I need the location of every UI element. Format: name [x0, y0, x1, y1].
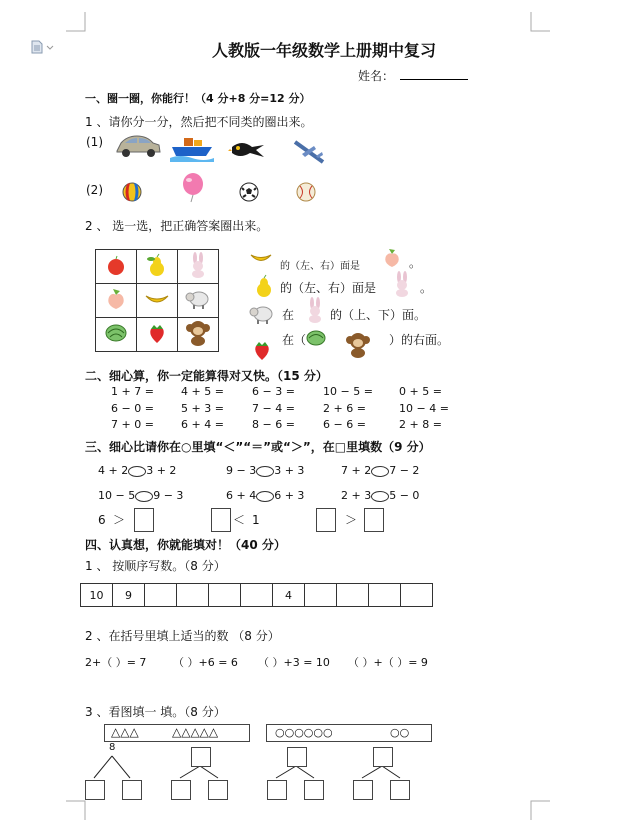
section4-q3: 3 、看图填一 填。（8 分）: [85, 705, 226, 719]
tree-leaf-box[interactable]: [390, 780, 410, 800]
watermelon-icon: [305, 328, 327, 348]
fill-right-b: 1: [252, 513, 260, 527]
monkey-icon: [184, 319, 212, 347]
fill-box[interactable]: [211, 508, 231, 532]
tree-leaf-box[interactable]: [171, 780, 191, 800]
triangles-a: △△△: [111, 725, 139, 739]
statement4-text: ）的右面。: [389, 333, 450, 347]
corner-mark-top-right: [530, 12, 550, 32]
grid-cell: [178, 318, 219, 352]
tree-leaf-box[interactable]: [208, 780, 228, 800]
tree-leaf-box[interactable]: [267, 780, 287, 800]
sheep-icon: [249, 303, 275, 325]
compare-item: [226, 489, 304, 502]
compare-circle[interactable]: [371, 466, 389, 477]
fruit-grid: [95, 249, 219, 352]
compare-circle[interactable]: [135, 491, 153, 502]
tree-top-box[interactable]: [287, 747, 307, 767]
compare-circle[interactable]: [371, 491, 389, 502]
seq-cell[interactable]: 4: [273, 584, 305, 607]
calc-item: 6 − 6 =: [323, 418, 366, 431]
tree-leaf-box[interactable]: [304, 780, 324, 800]
bird-icon: [228, 137, 268, 163]
sheep-icon: [185, 288, 211, 310]
calc-item: 4 + 5 =: [181, 385, 224, 398]
name-field[interactable]: [400, 79, 468, 80]
compare-left: 7 + 2: [341, 464, 372, 477]
boat-icon: [170, 136, 214, 162]
row1-label: (1): [86, 135, 103, 149]
banana-icon: [144, 290, 170, 308]
calc-item: 2 + 8 =: [399, 418, 442, 431]
balloon-icon: [180, 173, 206, 203]
fill-box[interactable]: [134, 508, 154, 532]
statement4-pre: 在（: [282, 333, 307, 347]
grid-cell: [178, 250, 219, 284]
compare-left: 4 + 2: [98, 464, 129, 477]
statement3-pre: 在: [282, 308, 295, 322]
fill-op-b: ＜: [233, 513, 246, 527]
car-icon: [113, 131, 163, 161]
corner-mark-top-left: [66, 12, 86, 32]
rabbit-icon: [392, 271, 412, 297]
section4-q1: 1 、 按顺序写数。（8 分）: [85, 559, 226, 573]
statement2-end: 。: [420, 281, 433, 295]
rabbit-icon: [187, 252, 209, 278]
grid-cell: [178, 284, 219, 318]
calc-item: 6 − 3 =: [252, 385, 295, 398]
airplane-icon: [292, 138, 326, 166]
tree-leaf-box[interactable]: [353, 780, 373, 800]
document-icon[interactable]: [30, 40, 56, 54]
seq-cell[interactable]: [145, 584, 177, 607]
compare-circle[interactable]: [256, 491, 274, 502]
calc-item: 6 − 0 =: [111, 402, 154, 415]
strawberry-icon: [146, 321, 168, 345]
fill-blank-item[interactable]: （ ）+（ ）= 9: [348, 656, 428, 669]
grid-cell: [96, 284, 137, 318]
seq-cell[interactable]: [241, 584, 273, 607]
peach-icon: [380, 247, 404, 269]
calc-item: 2 + 6 =: [323, 402, 366, 415]
peach-icon: [103, 287, 129, 311]
name-label: 姓名：: [358, 69, 395, 83]
seq-cell[interactable]: [337, 584, 369, 607]
calc-item: 7 + 0 =: [111, 418, 154, 431]
seq-cell[interactable]: [177, 584, 209, 607]
compare-item: [98, 489, 183, 502]
calc-item: 5 + 3 =: [181, 402, 224, 415]
sequence-row: [80, 583, 433, 607]
compare-right: 3 + 2: [146, 464, 177, 477]
fill-box[interactable]: [364, 508, 384, 532]
compare-item: [341, 489, 419, 502]
compare-item: [341, 464, 419, 477]
section1-q2: 2 、 选一选，把正确答案圈出来。: [85, 219, 269, 233]
calc-item: 6 + 4 =: [181, 418, 224, 431]
statement1-text: 的（左、右）面是: [280, 261, 360, 272]
apple-icon: [105, 254, 127, 276]
triangles-b: △△△△△: [172, 725, 219, 739]
compare-right: 5 − 0: [389, 489, 420, 502]
compare-left: 10 − 5: [98, 489, 136, 502]
compare-right: 7 − 2: [389, 464, 420, 477]
grid-cell: [137, 284, 178, 318]
section1-q1: 1 、请你分一分，然后把不同类的圈出来。: [85, 115, 313, 129]
calc-item: 7 − 4 =: [252, 402, 295, 415]
seq-cell[interactable]: [305, 584, 337, 607]
calc-item: 0 + 5 =: [399, 385, 442, 398]
fill-left-a: 6: [98, 513, 106, 527]
circles-b: ○○: [390, 726, 410, 739]
row2-label: (2): [86, 183, 103, 197]
section4-q2: 2 、在括号里填上适当的数 （8 分）: [85, 629, 280, 643]
statement1-end: 。: [409, 256, 422, 270]
fill-blank-item[interactable]: 2+（ ）= 7: [85, 656, 147, 669]
compare-item: [226, 464, 304, 477]
strawberry-icon: [251, 338, 273, 362]
compare-left: 9 − 3: [226, 464, 257, 477]
fill-blank-item[interactable]: （ ）+3 = 10: [258, 656, 330, 669]
tree-top-box[interactable]: [191, 747, 211, 767]
statement2-text: 的（左、右）面是: [280, 281, 377, 295]
rabbit-icon: [305, 297, 325, 323]
tree-leaf-box[interactable]: [122, 780, 142, 800]
soccer-ball-icon: [238, 181, 260, 203]
compare-item: [98, 464, 176, 477]
calc-item: 8 − 6 =: [252, 418, 295, 431]
calc-item: 1 + 7 =: [111, 385, 154, 398]
seq-cell[interactable]: 10: [81, 584, 113, 607]
grid-cell: [137, 250, 178, 284]
fill-op-c: ＞: [345, 513, 358, 527]
corner-mark-bottom-right: [530, 800, 550, 820]
seq-cell[interactable]: [401, 584, 433, 607]
tree-top-number: 8: [109, 742, 116, 753]
grid-cell: [137, 318, 178, 352]
section4-heading: 四、认真想，你就能填对！（40 分）: [85, 538, 286, 552]
fill-blank-item[interactable]: （ ）+6 = 6: [173, 656, 238, 669]
tree-top-box[interactable]: [373, 747, 393, 767]
compare-left: 6 + 4: [226, 489, 257, 502]
seq-cell[interactable]: 9: [113, 584, 145, 607]
calc-item: 10 − 4 =: [399, 402, 449, 415]
pear-icon: [254, 274, 274, 298]
striped-ball-icon: [121, 181, 143, 203]
pear-icon: [145, 253, 169, 277]
tree-leaf-box[interactable]: [85, 780, 105, 800]
statement3-text: 的（上、下）面。: [330, 308, 427, 322]
seq-cell[interactable]: [209, 584, 241, 607]
seq-cell[interactable]: [369, 584, 401, 607]
banana-icon: [249, 250, 273, 266]
compare-right: 3 + 3: [274, 464, 305, 477]
compare-circle[interactable]: [256, 466, 274, 477]
monkey-icon: [344, 331, 372, 359]
baseball-icon: [295, 181, 317, 203]
compare-circle[interactable]: [128, 466, 146, 477]
section2-heading: 二、细心算，你一定能算得对又快。（15 分）: [85, 369, 328, 383]
calc-item: 10 − 5 =: [323, 385, 373, 398]
watermelon-icon: [104, 322, 128, 344]
compare-right: 9 − 3: [153, 489, 184, 502]
compare-left: 2 + 3: [341, 489, 372, 502]
fill-op-a: ＞: [113, 513, 126, 527]
section1-heading: 一、圈一圈，你能行！（4 分+8 分=12 分）: [85, 92, 311, 105]
fill-box[interactable]: [316, 508, 336, 532]
circles-a: ○○○○○○: [275, 726, 333, 739]
page-title: 人教版一年级数学上册期中复习: [212, 41, 437, 60]
grid-cell: [96, 250, 137, 284]
compare-right: 6 + 3: [274, 489, 305, 502]
section3-heading: 三、细心比请你在○里填“＜”“＝”或“＞”，在□里填数（9 分）: [85, 440, 431, 454]
grid-cell: [96, 318, 137, 352]
